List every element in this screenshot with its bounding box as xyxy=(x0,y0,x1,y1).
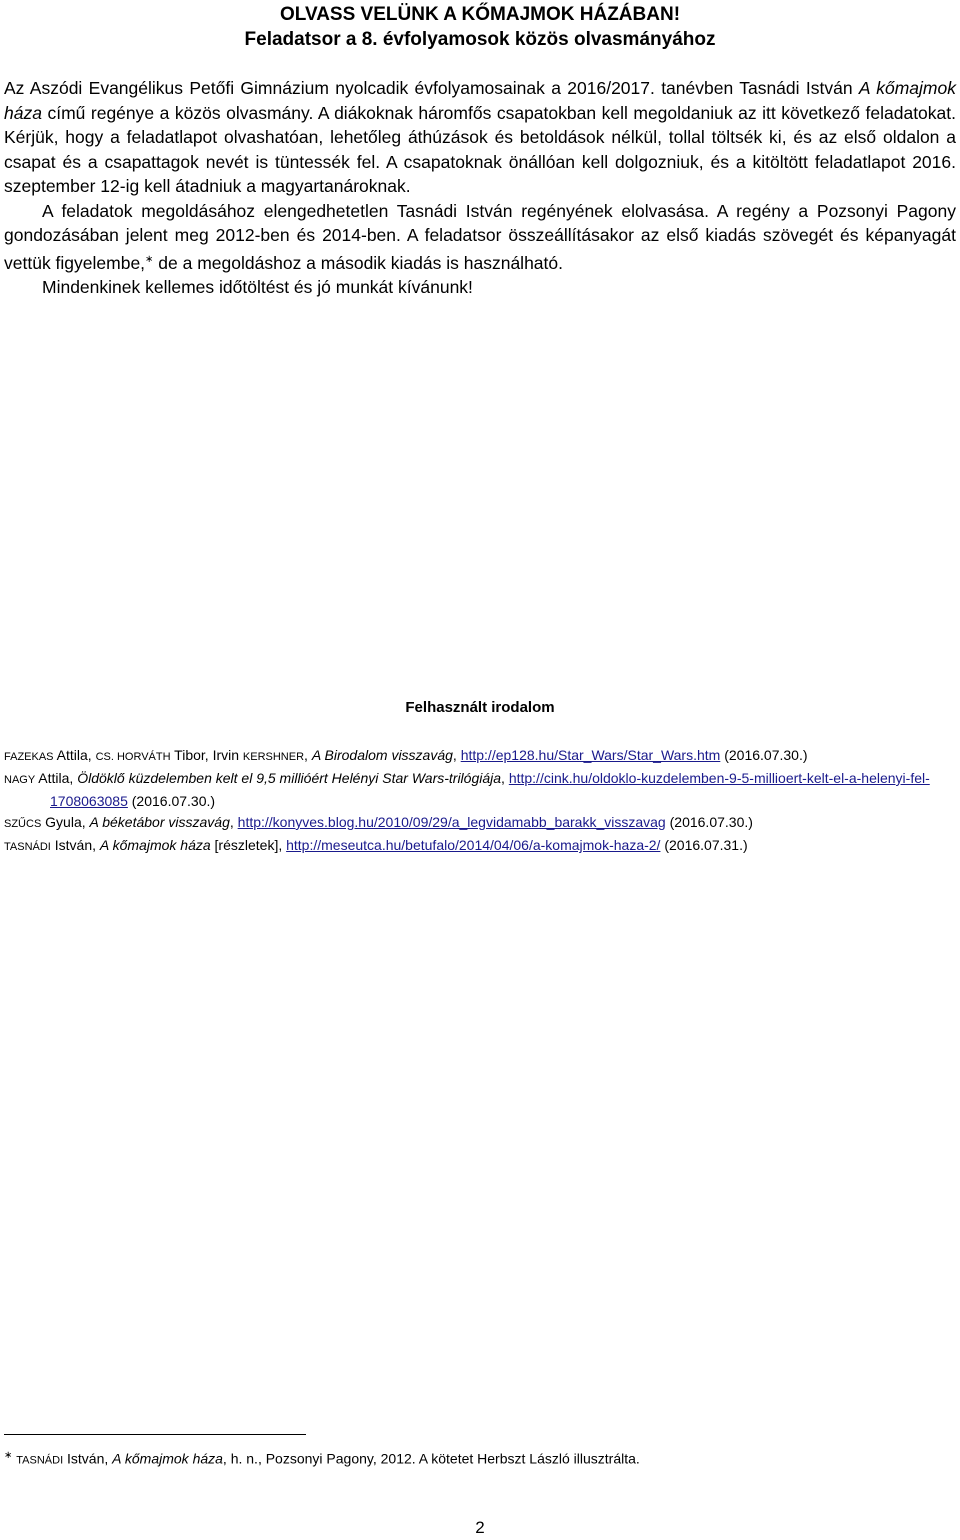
reference-item: TASNÁDI István, A kőmajmok háza [részletek], http://meseutca.hu/betufalo/2014/04/06/a-komajmok-haza-2/ (2016.07.31.) xyxy=(4,837,748,853)
footnote: ∗ TASNÁDI István, A kőmajmok háza, h. n., Pozsonyi Pagony, 2012. A kötetet Herbszt László illusztrálta. xyxy=(4,1450,640,1467)
reference-item: FAZEKAS Attila, CS. HORVÁTH Tibor, Irvin KERSHNER, A Birodalom visszavág, http://ep128.hu/Star_Wars/Star_Wars.htm (2016.07.30.) xyxy=(4,747,808,763)
reference-link[interactable]: http://meseutca.hu/betufalo/2014/04/06/a-komajmok-haza-2/ xyxy=(286,837,661,853)
intro-paragraph-2: A feladatok megoldásához elengedhetetlen Tasnádi István regényének elolvasása. A regény a Pozsonyi Pagony gondozásában jelent meg 2012-ben és 2014-ben. A feladatsor összeállításakor az első kiadás szövegét és képanyagát vettük figyelembe,∗ de a megoldáshoz a második kiadás is használható. xyxy=(4,200,956,273)
intro-section xyxy=(4,76,956,299)
references-list xyxy=(4,745,954,858)
footnote-marker[interactable]: ∗ xyxy=(145,253,154,265)
document-subtitle: Feladatsor a 8. évfolyamosok közös olvasmányához xyxy=(244,29,716,50)
page-number: 2 xyxy=(475,1518,485,1537)
reference-item: SZŰCS Gyula, A béketábor visszavág, http://konyves.blog.hu/2010/09/29/a_legvidamabb_barakk_visszavag (2016.07.30.) xyxy=(4,814,753,830)
reference-link[interactable]: http://cink.hu/oldoklo-kuzdelemben-9-5-millioert-kelt-el-a-helenyi-fel-1708063085 xyxy=(50,770,930,809)
intro-paragraph-1: Az Aszódi Evangélikus Petőfi Gimnázium nyolcadik évfolyamosainak a 2016/2017. tanévben Tasnádi István A kőmajmok háza című regénye a közös olvasmány. A diákoknak háromfős csapatokban kell megoldaniuk az itt következő feladatokat. Kérjük, hogy a feladatlapot olvashatóan, lehetőleg áthúzások és betoldások nélkül, tollal töltsék ki, és az első oldalon a csapat és a csapattagok nevét is tüntessék fel. A csapatoknak önállóan kell dolgozniuk, és a kitöltött feladatlapot 2016. szeptember 12-ig kell átadniuk a magyartanároknak. xyxy=(4,78,956,196)
reference-link[interactable]: http://ep128.hu/Star_Wars/Star_Wars.htm xyxy=(460,747,721,763)
document-title: OLVASS VELÜNK A KŐMAJMOK HÁZÁBAN! xyxy=(279,4,681,25)
reference-link[interactable]: http://konyves.blog.hu/2010/09/29/a_legvidamabb_barakk_visszavag xyxy=(237,814,666,830)
reference-item: NAGY Attila, Öldöklő küzdelemben kelt el 9,5 millióért Helényi Star Wars-trilógiája, http://cink.hu/oldoklo-kuzdelemben-9-5-millioert-kelt-el-a-helenyi-fel-1708063085 (2016.07.30.) xyxy=(4,770,930,809)
intro-paragraph-3: Mindenkinek kellemes időtöltést és jó munkát kívánunk! xyxy=(42,276,473,297)
references-heading: Felhasznált irodalom xyxy=(405,699,555,716)
footnote-separator xyxy=(4,1434,306,1435)
